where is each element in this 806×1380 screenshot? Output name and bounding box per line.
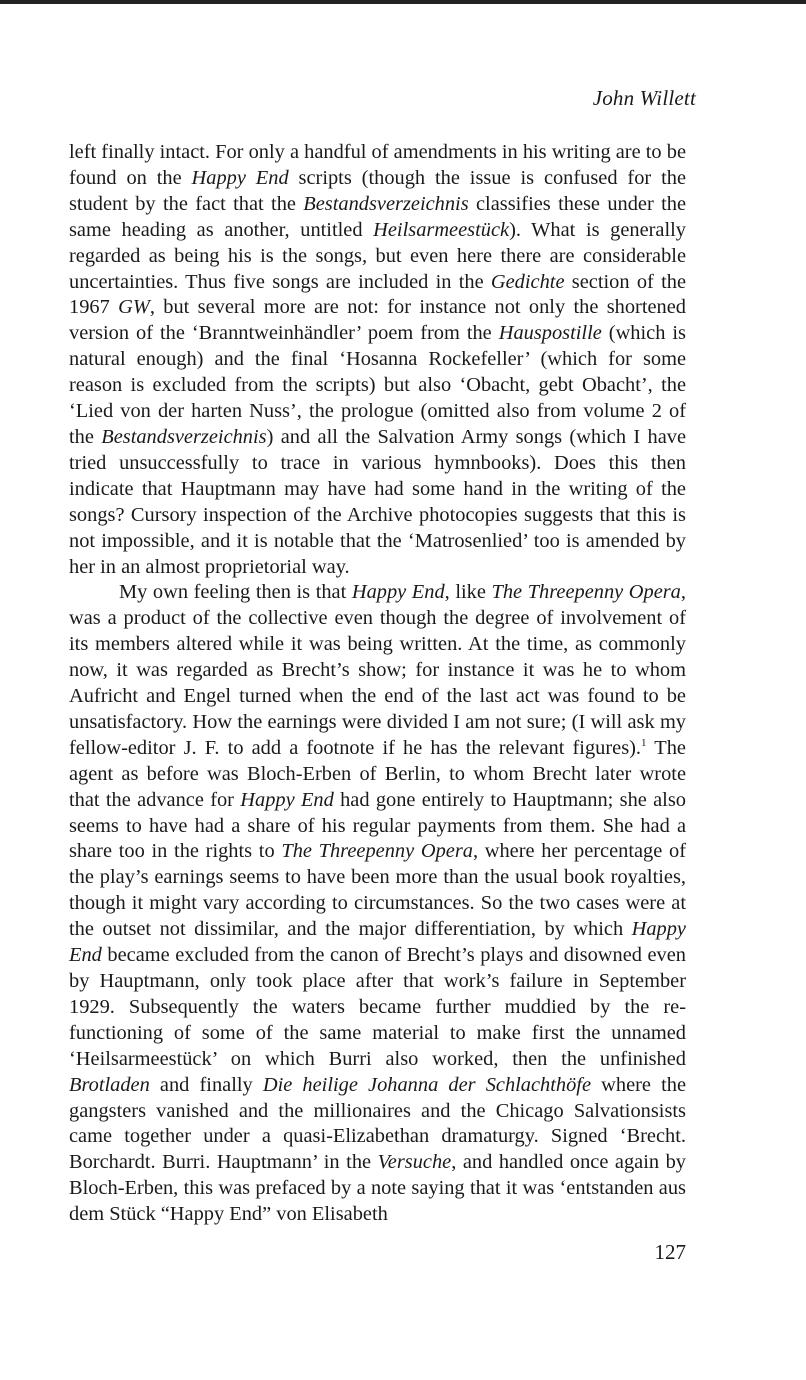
paragraph-2: My own feeling then is that Happy End, like The Threepenny Opera, was a product of the collective even though the degree of involvement of its members altered while it was being written. At the time, as commonly now, it was regarded as Brecht’s show; for instance it was he to whom Aufricht and Engel turned when the end of the last act was found to be unsatisfactory. How the earnings were divided I am not sure; (I will ask my fellow-editor J. F. to add a footnote if he has the relevant figures).$^1$ The agent as before was Bloch-Erben of Berlin, to whom Brecht later wrote that the advance for Happy End had gone entirely to Hauptmann; she also seems to have had a share of his regular payments from them. She had a share too in the rights to The Threepenny Opera, where her percentage of the play’s earnings seems to have been more than the usual book royalties, though it might vary according to circumstances. So the two cases were at the outset not dissimilar, and the major differentiation, by which Happy End became excluded from the canon of Brecht’s plays and disowned even by Hauptmann, only took place after that work’s failure in September 1929. Subsequently the waters became further muddied by the re-functioning of some of the same material to make first the unnamed ‘Heilsarmeestück’ on which Burri also worked, then the unfinished Brotladen and finally Die heilige Johanna der Schlachthöfe where the gangsters vanished and the millionaires and the Chicago Salvationsists came together under a quasi-Elizabethan dramaturgy. Signed ‘Brecht. Borchardt. Burri. Hauptmann’ in the Versuche, and handled once again by Bloch-Erben, this was prefaced by a note saying that it was ‘entstanden aus dem Stück “Happy End” von Elisabeth [69, 581, 687, 1226]
page-number: 127 [654, 1240, 686, 1264]
top-rule [0, 0, 806, 4]
paragraph-1: left finally intact. For only a handful of amendments in his writing are to be found on the Happy End scripts (though the issue is confused for the student by the fact that the Bestandsverzeichnis classifies these under the same heading as another, untitled Heilsarmeestück). What is generally regarded as being his is the songs, but even here there are considerable uncertainties. Thus five songs are included in the Gedichte section of the 1967 GW, but several more are not: for instance not only the shortened version of the ‘Branntweinhändler’ poem from the Hauspostille (which is natural enough) and the final ‘Hosanna Rockefeller’ (which for some reason is excluded from the scripts) but also ‘Obacht, gebt Obacht’, the ‘Lied von der harten Nuss’, the prologue (omitted also from volume 2 of the Bestandsverzeichnis) and all the Salvation Army songs (which I have tried unsuccessfully to trace in various hymnbooks). Does this then indicate that Hauptmann may have had some hand in the writing of the songs? Cursory inspection of the Archive photocopies suggests that this is not impossible, and it is notable that the ‘Matrosenlied’ too is amended by her in an almost proprietorial way. [69, 141, 687, 578]
running-head: John Willett [592, 86, 696, 110]
body-text [69, 140, 686, 1228]
